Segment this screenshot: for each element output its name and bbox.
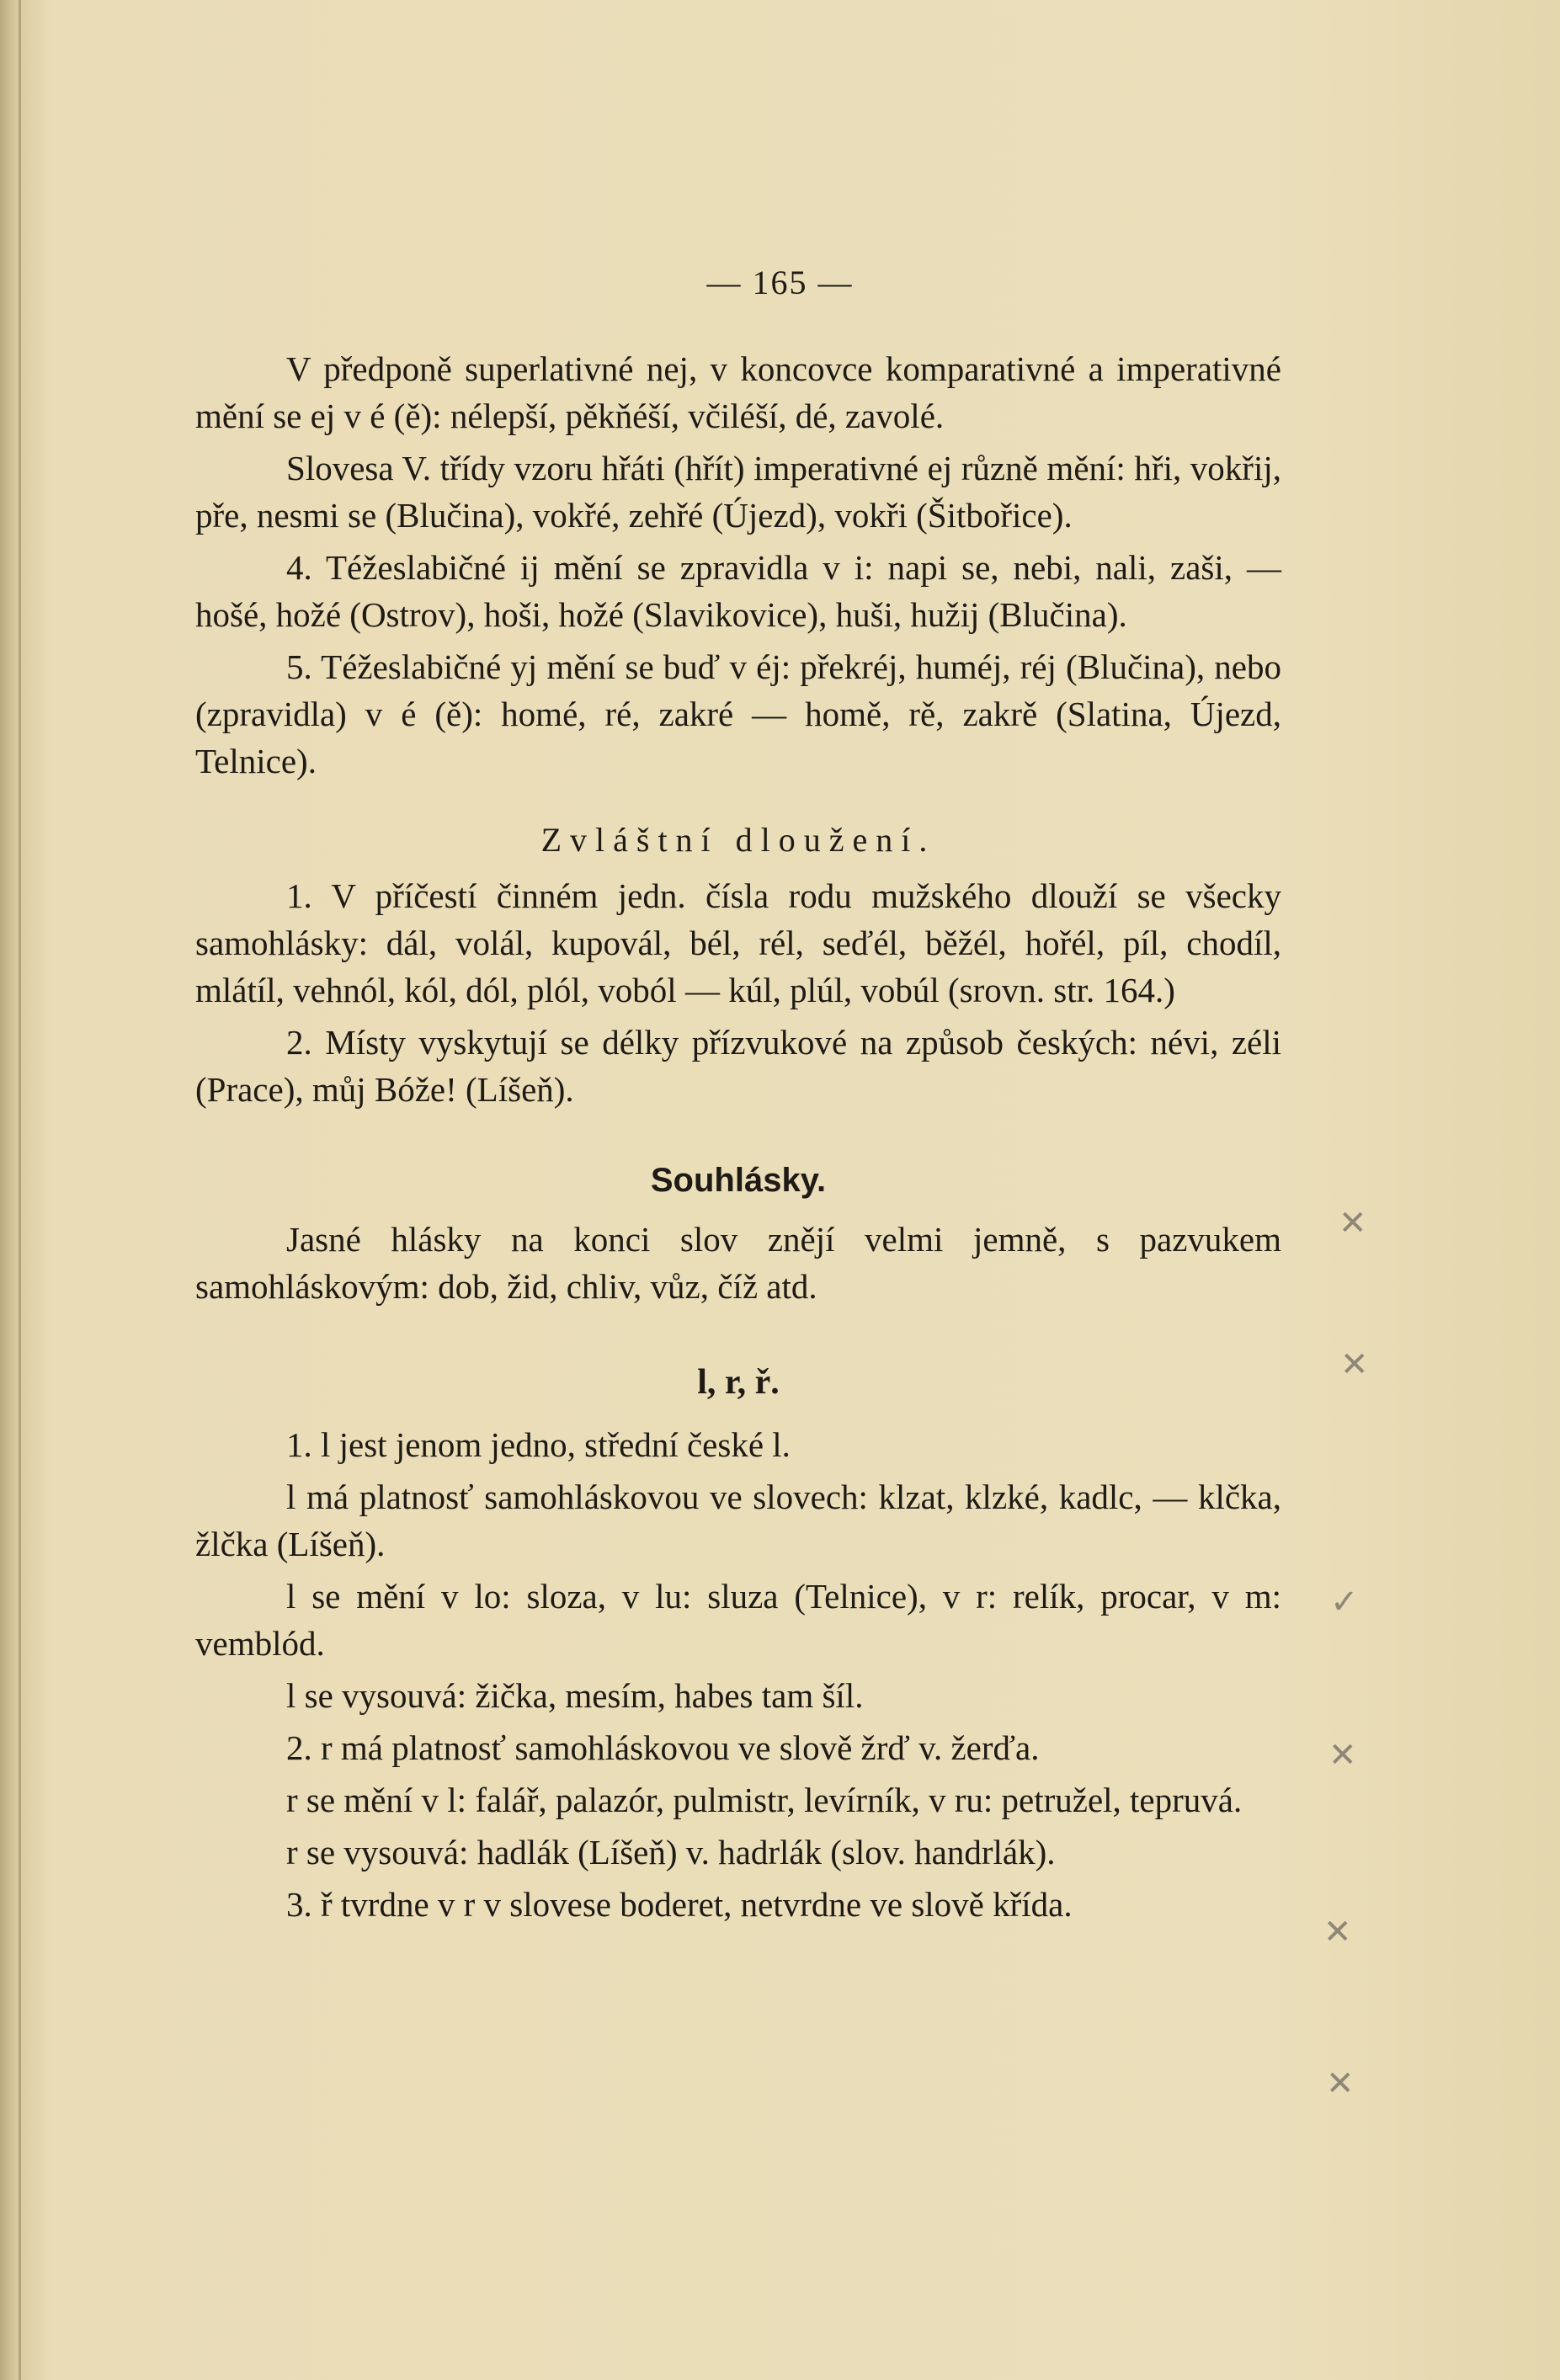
margin-cross-mark: ✕	[1328, 1736, 1357, 1775]
section-heading-zvlastni-dlouzeni: Zvláštní dloužení.	[540, 821, 936, 859]
margin-cross-mark: ✕	[1326, 2064, 1355, 2103]
section-heading-souhlasky: Souhlásky.	[650, 1162, 827, 1199]
margin-cross-mark: ✕	[1340, 1345, 1369, 1384]
paragraph: Slovesa V. třídy vzoru hřáti (hřít) imperativné ej různě mění: hři, vokřij, pře, nesmi se (Blučina), vokřé, zehřé (Újezd), vokři (Šitbořice).	[195, 449, 1281, 535]
paragraph: V předponě superlativné nej, v koncovce komparativné a imperativné mění se ej v é (ě): nélepší, pěkňéší, včiléší, dé, zavolé.	[195, 349, 1281, 435]
margin-cross-mark: ✕	[1339, 1204, 1367, 1243]
paragraph: l má platnosť samohláskovou ve slovech: klzat, klzké, kadlc, — klčka, žlčka (Líšeň).	[195, 1478, 1281, 1563]
paragraph: l se vysouvá: žička, mesím, habes tam šíl.	[286, 1676, 864, 1715]
page-number: — 165 —	[706, 264, 854, 301]
paragraph: 2. Místy vyskytují se délky přízvukové na způsob českých: névi, zéli (Prace), můj Bóže! (Líšeň).	[195, 1023, 1281, 1109]
paragraph: 1. l jest jenom jedno, střední české l.	[286, 1425, 791, 1464]
paragraph: 1. V příčestí činném jedn. čísla rodu mužského dlouží se všecky samohlásky: dál, volál, kupovál, bél, rél, seďél, běžél, hořél, píl, chodíl, mlátíl, vehnól, kól, dól, plól, voból — kúl, plúl, vobúl (srovn. str. 164.)	[195, 876, 1281, 1009]
paragraph: r se vysouvá: hadlák (Líšeň) v. hadrlák (slov. handrlák).	[286, 1833, 1056, 1872]
paragraph: 4. Téžeslabičné ij mění se zpravidla v i: napi se, nebi, nali, zaši, — hošé, hožé (Ostrov), hoši, hožé (Slavikovice), huši, hužij (Blučina).	[195, 548, 1281, 634]
paragraph: 2. r má platnosť samohláskovou ve slově žrď v. žerďa.	[286, 1728, 1040, 1767]
paragraph: Jasné hlásky na konci slov znějí velmi jemně, s pazvukem samohláskovým: dob, žid, chliv, vůz, číž atd.	[195, 1220, 1281, 1306]
paragraph: r se mění v l: falář, palazór, pulmistr, levírník, v ru: petružel, tepruvá.	[286, 1781, 1243, 1819]
paragraph: 3. ř tvrdne v r v slovese boderet, netvrdne ve slově křída.	[286, 1885, 1073, 1924]
binding-edge	[19, 0, 21, 2380]
margin-check-mark: ✓	[1330, 1583, 1359, 1621]
text-body	[195, 345, 1281, 1928]
paragraph: 5. Téžeslabičné yj mění se buď v éj: překréj, huméj, réj (Blučina), nebo (zpravidla) v é (ě): homé, ré, zakré — homě, rě, zakrě (Slatina, Újezd, Telnice).	[195, 647, 1281, 780]
paragraph: l se mění v lo: sloza, v lu: sluza (Telnice), v r: relík, procar, v m: vemblód.	[195, 1577, 1281, 1663]
section-heading-l-r-r: l, r, ř.	[697, 1363, 780, 1402]
margin-cross-mark: ✕	[1323, 1913, 1352, 1951]
